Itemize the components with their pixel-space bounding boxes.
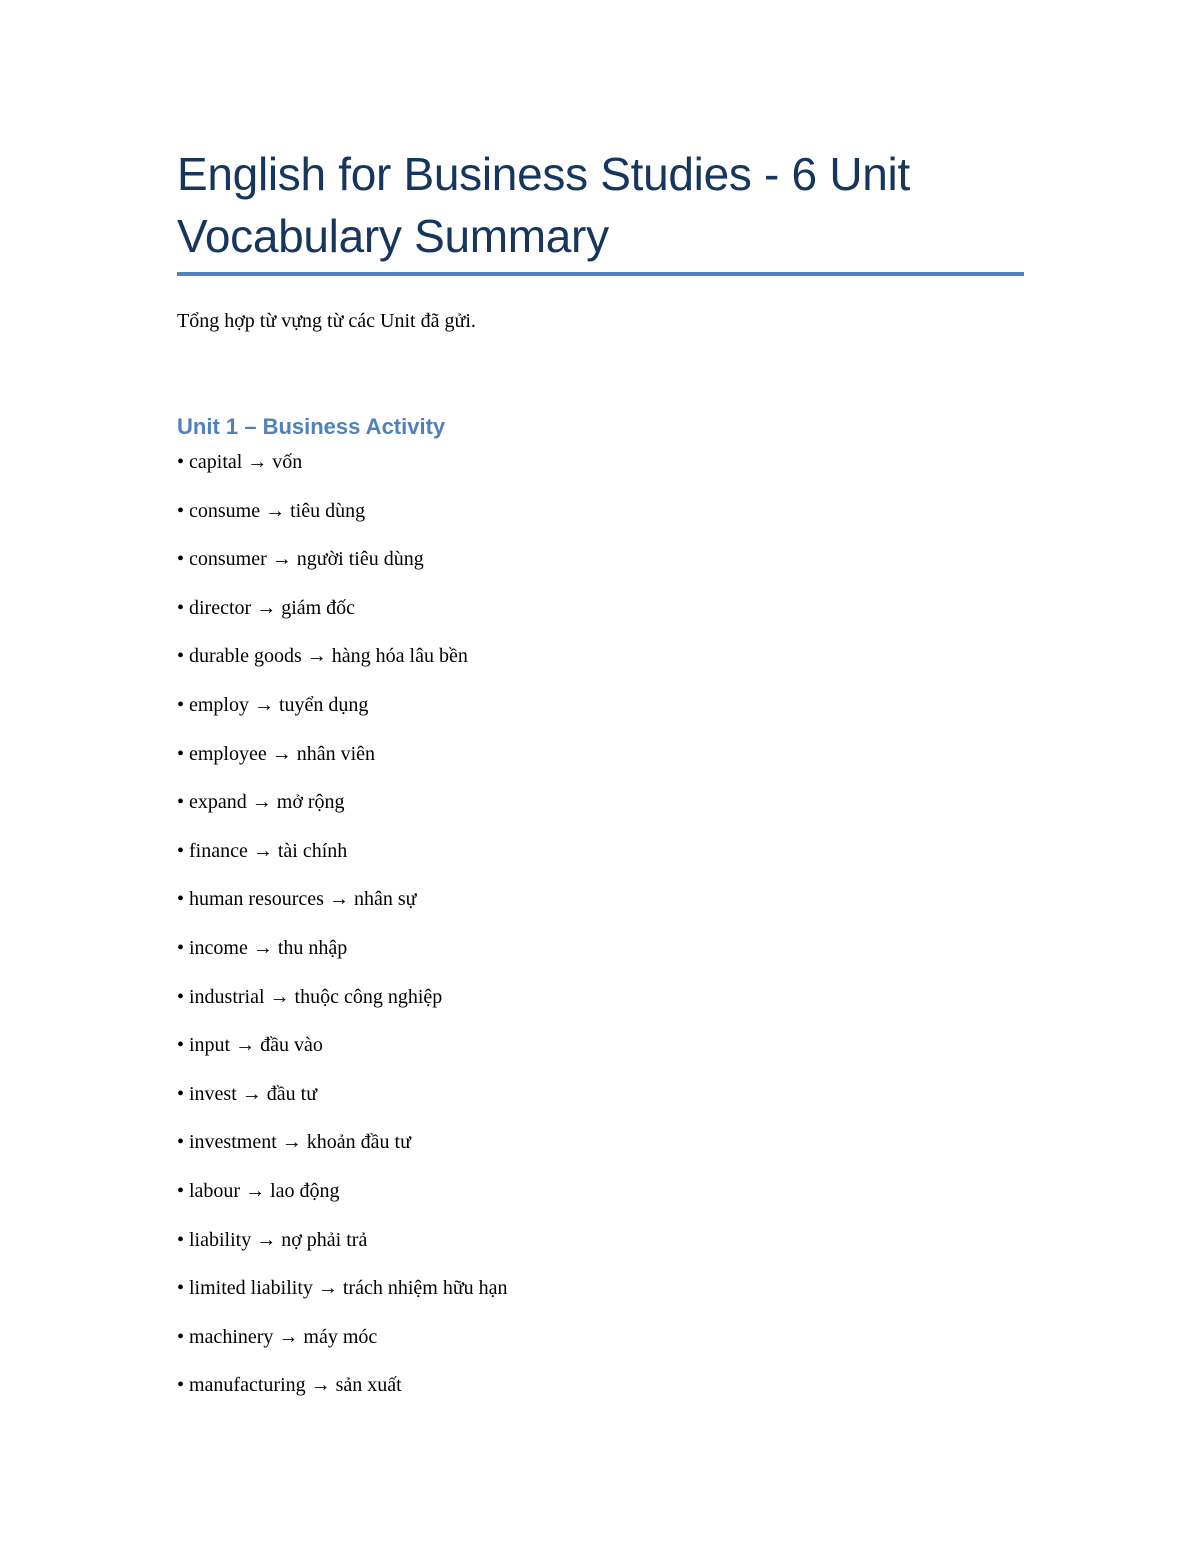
vocab-item: • durable goods → hàng hóa lâu bền bbox=[177, 645, 468, 668]
vocab-item: • income → thu nhập bbox=[177, 936, 348, 959]
vocab-item: • machinery → máy móc bbox=[177, 1325, 378, 1348]
vocab-item: • consume → tiêu dùng bbox=[177, 499, 366, 522]
vocab-item: • labour → lao động bbox=[177, 1179, 340, 1202]
vocab-item: • investment → khoản đầu tư bbox=[177, 1131, 411, 1154]
vocab-item: • liability → nợ phải trả bbox=[177, 1228, 368, 1251]
vocab-item: • limited liability → trách nhiệm hữu hạn bbox=[177, 1277, 508, 1300]
vocab-item: • input → đầu vào bbox=[177, 1034, 323, 1057]
vocab-item: • director → giám đốc bbox=[177, 596, 356, 619]
vocab-item: • expand → mở rộng bbox=[177, 791, 345, 814]
vocab-item: • capital → vốn bbox=[177, 451, 303, 473]
vocab-item: • consumer → người tiêu dùng bbox=[177, 548, 424, 571]
vocab-item: • invest → đầu tư bbox=[177, 1082, 318, 1105]
vocab-item: • finance → tài chính bbox=[177, 839, 348, 862]
document-subtitle: Tổng hợp từ vựng từ các Unit đã gửi. bbox=[177, 310, 476, 332]
vocab-item: • employee → nhân viên bbox=[177, 742, 376, 765]
vocab-item: • manufacturing → sản xuất bbox=[177, 1374, 402, 1397]
title-underline-rule bbox=[177, 272, 1024, 276]
vocab-item: • human resources → nhân sự bbox=[177, 888, 417, 911]
unit-heading: Unit 1 – Business Activity bbox=[177, 414, 446, 439]
document-title: English for Business Studies - 6 Unit Vocabulary Summary bbox=[177, 148, 910, 262]
vocab-item: • industrial → thuộc công nghiệp bbox=[177, 985, 443, 1008]
vocabulary-list bbox=[177, 448, 508, 1420]
vocab-item: • employ → tuyển dụng bbox=[177, 693, 369, 716]
